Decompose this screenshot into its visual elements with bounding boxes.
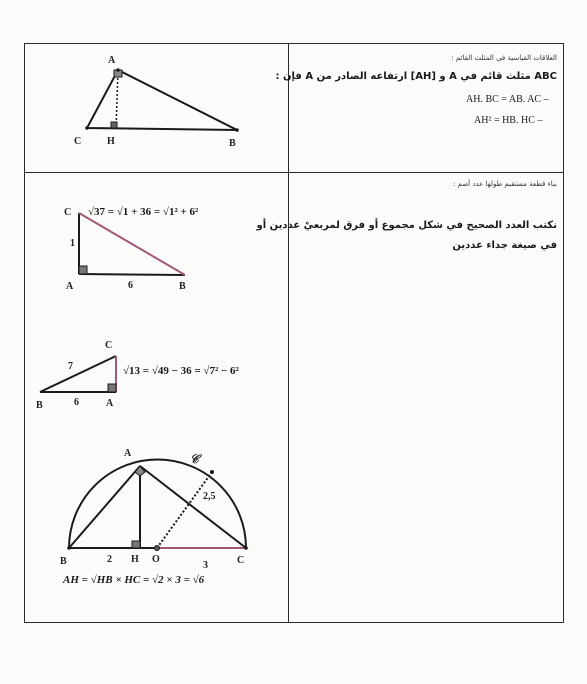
figure2-label-1: 1 [70, 238, 75, 249]
figure3-label-6: 6 [74, 397, 79, 408]
figure3-label-a: A [106, 398, 114, 409]
figure4-label-o: O [152, 554, 160, 565]
figure1-label-h: H [107, 136, 115, 147]
figure4-label-b: B [60, 556, 67, 567]
figure3-eq-left: √13 [123, 365, 141, 377]
section1-heading: العلاقات القياسية في المثلث القائم : [451, 54, 557, 62]
figure4-right-angle-h [132, 541, 140, 548]
figure1-label-c: C [74, 136, 82, 147]
figure4-label-3: 3 [203, 560, 208, 571]
section1-formula2: AH² = HB. HC – [474, 115, 543, 126]
figure4-semicircle [69, 460, 246, 548]
section1-line1: ABC مثلث قائم في A و [AH] ارتفاعه الصادر من A فإن : [275, 71, 557, 82]
section2-instruction-line2: في صيغة جداء عددين [452, 240, 557, 251]
figure3-label-7: 7 [68, 361, 73, 372]
section1-formula1: AH. BC = AB. AC – [466, 94, 549, 105]
figure2-label-a: A [66, 281, 74, 292]
figure3-label-c: C [105, 340, 113, 351]
figure3-label-b: B [36, 400, 43, 411]
figure2-eq-left: √37 [88, 206, 106, 218]
section2-instruction-line1: نكتب العدد الصحيح في شكل مجموع أو فرق لمربعيْ عددين أو [256, 220, 557, 231]
figure4-label-radius: 2,5 [203, 491, 216, 502]
figure3-eq-mid: √49 − 36 [151, 365, 192, 377]
figure4-label-c: C [237, 555, 245, 566]
figure2-label-c: C [64, 207, 72, 218]
figure2-eq-mid: √1 + 36 [116, 206, 152, 218]
figure4-label-circle: 𝒞 [190, 452, 199, 466]
figure2-equation: √37 = √1 + 36 = √1² + 6² [88, 206, 199, 218]
figure4-label-h: H [131, 554, 139, 565]
figure3-equation: √13 = √49 − 36 = √7² − 6² [123, 365, 239, 377]
figure4-label-2: 2 [107, 554, 112, 565]
figure4-label-a: A [124, 448, 132, 459]
figure4-formula: AH = √HB × HC = √2 × 3 = √6 [63, 574, 205, 586]
figure1-label-b: B [229, 138, 236, 149]
section2-heading: بناء قطعة مستقيم طولها عدد أصم : [452, 180, 557, 188]
figure1-label-a: A [108, 55, 116, 66]
figure2-eq-right: √1² + 6² [162, 206, 199, 218]
figure4-side-ac [140, 466, 246, 548]
figure4-radius [157, 472, 212, 548]
figure3-eq-right: √7² − 6² [203, 365, 239, 377]
figure2-label-b: B [179, 281, 186, 292]
figure2-label-6: 6 [128, 280, 133, 291]
